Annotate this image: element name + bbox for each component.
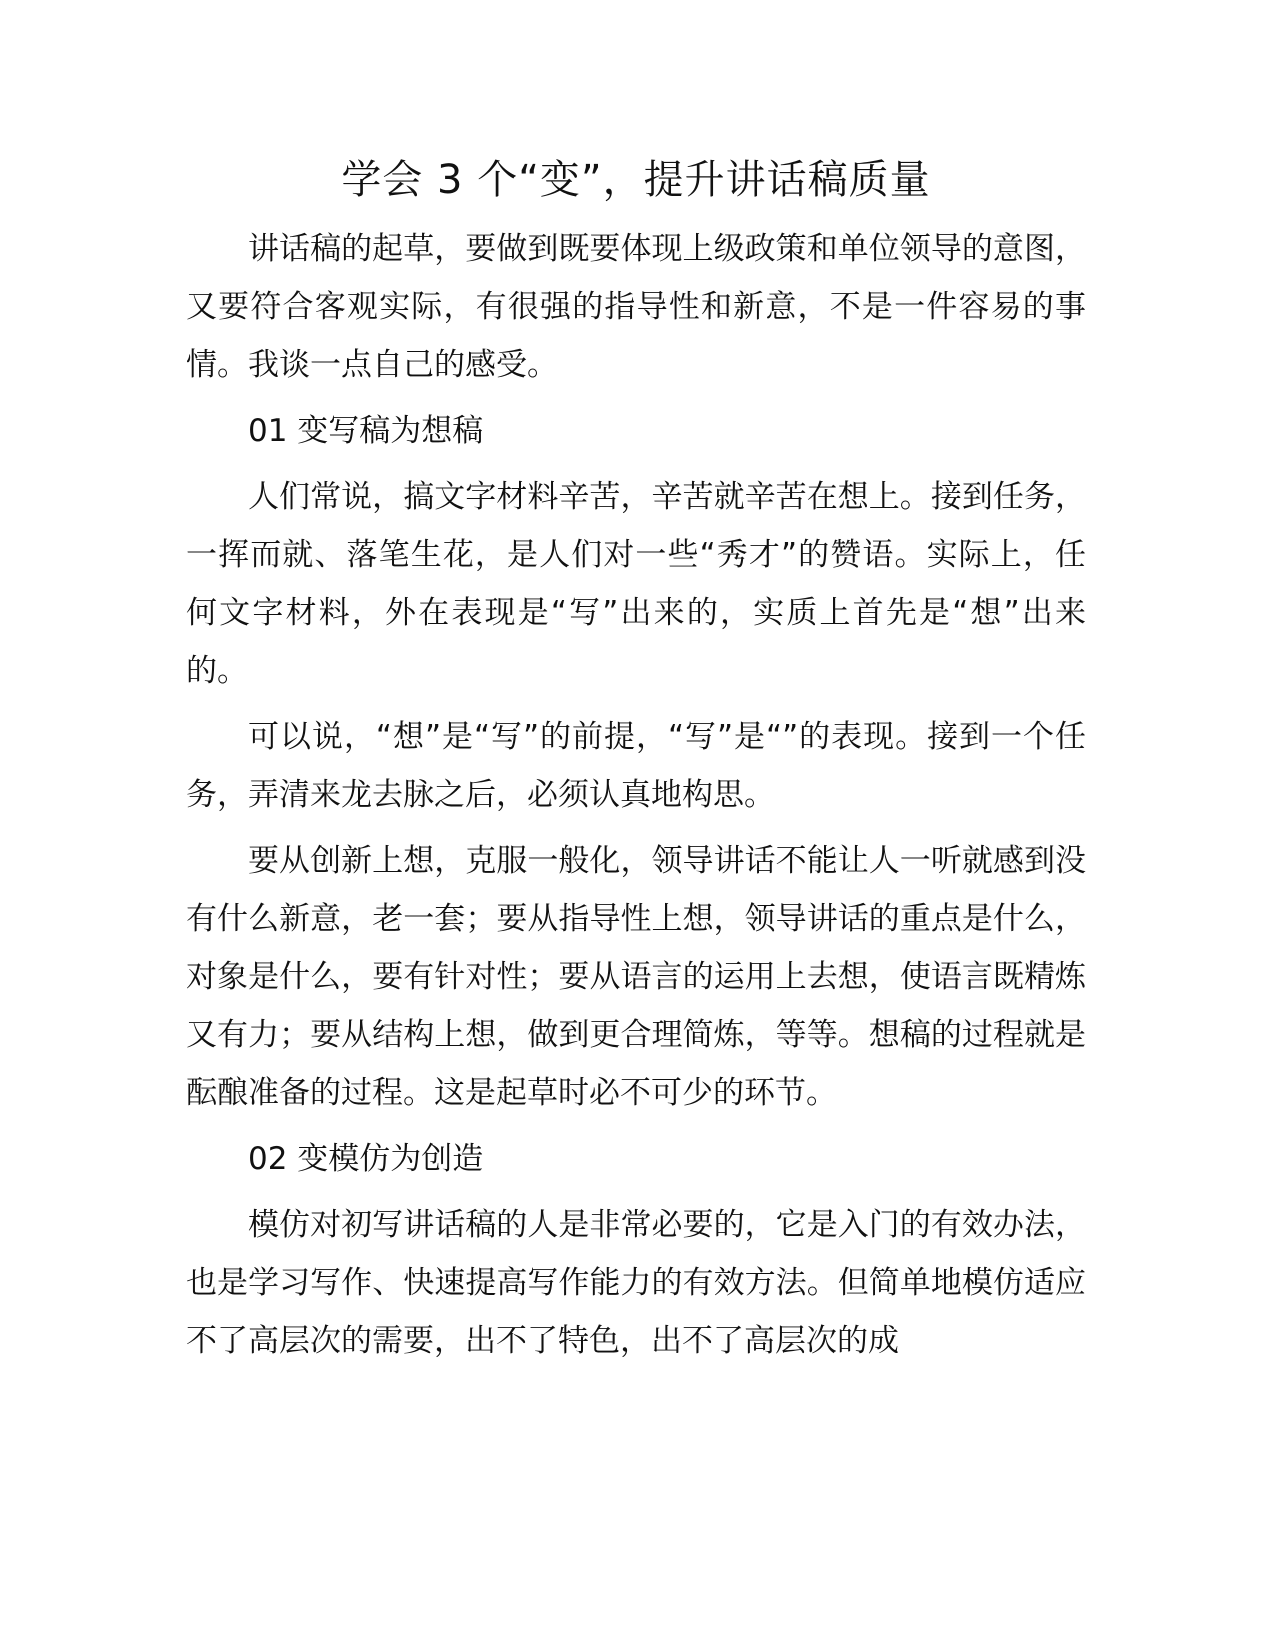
document-title: 学会 3 个“变”，提升讲话稿质量 [341,157,931,203]
paragraph-intro: 讲话稿的起草，要做到既要体现上级政策和单位领导的意图，又要符合客观实际，有很强的指导性和新意，不是一件容易的事情。我谈一点自己的感受。 [186,231,1086,383]
paragraph-section1-1: 人们常说，搞文字材料辛苦，辛苦就辛苦在想上。接到任务，一挥而就、落笔生花，是人们对一些“秀才”的赞语。实际上，任何文字材料，外在表现是“写”出来的，实质上首先是“想”出来的。 [186,479,1086,689]
paragraph-section1-3: 要从创新上想，克服一般化，领导讲话不能让人一听就感到没有什么新意，老一套；要从指导性上想，领导讲话的重点是什么，对象是什么，要有针对性；要从语言的运用上去想，使语言既精炼又有力；要从结构上想，做到更合理简炼，等等。想稿的过程就是酝酿准备的过程。这是起草时必不可少的环节。 [186,843,1086,1111]
paragraph-section2-1: 模仿对初写讲话稿的人是非常必要的，它是入门的有效办法，也是学习写作、快速提高写作能力的有效方法。但简单地模仿适应不了高层次的需要，出不了特色，出不了高层次的成 [186,1207,1086,1359]
document-body [186,150,1086,1378]
paragraph-section1-2: 可以说，“想”是“写”的前提，“写”是“”的表现。接到一个任务，弄清来龙去脉之后，必须认真地构思。 [186,719,1086,813]
section-heading-02: 02 变模仿为创造 [248,1141,484,1177]
section-heading-01: 01 变写稿为想稿 [248,413,484,449]
